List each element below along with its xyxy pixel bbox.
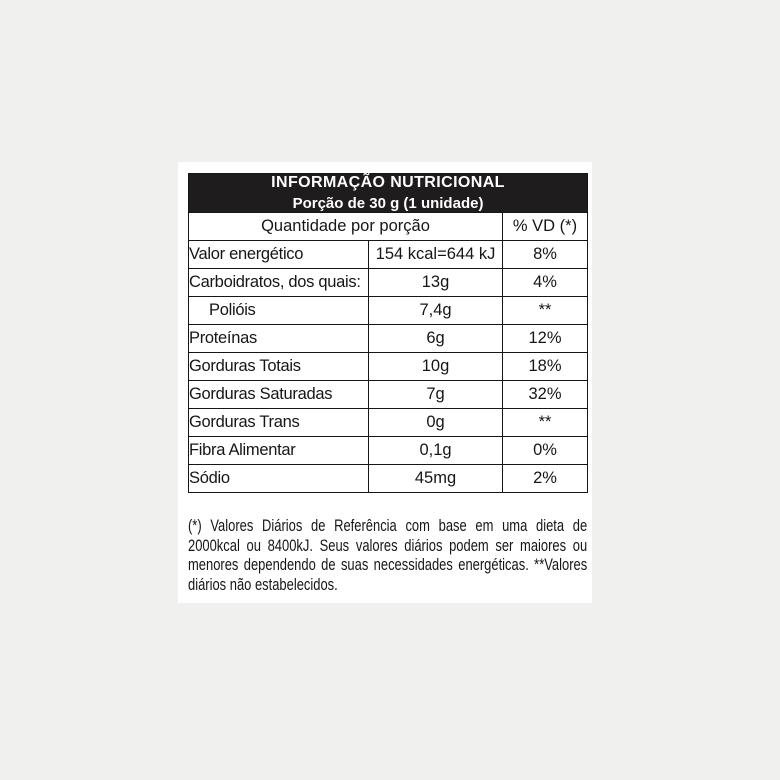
footnote-line: (*) Valores Diários de Referência com base em uma dieta de bbox=[188, 517, 588, 535]
nutrient-label: Valor energético bbox=[189, 241, 369, 269]
nutrient-dv: 0% bbox=[503, 437, 588, 465]
nutrient-label: Gorduras Trans bbox=[189, 409, 369, 437]
nutrition-label-panel bbox=[178, 162, 592, 603]
table-row bbox=[189, 409, 588, 437]
table-subtitle: Porção de 30 g (1 unidade) bbox=[292, 195, 484, 212]
nutrition-table bbox=[188, 173, 588, 493]
table-title: INFORMAÇÃO NUTRICIONAL bbox=[271, 174, 505, 191]
nutrient-dv: 12% bbox=[503, 325, 588, 353]
columns-header-row bbox=[189, 213, 588, 241]
table-row bbox=[189, 437, 588, 465]
nutrient-label: Gorduras Saturadas bbox=[189, 381, 369, 409]
nutrient-label: Proteínas bbox=[189, 325, 369, 353]
footnote-line: menores dependendo de suas necessidades energéticas. **Valores bbox=[188, 556, 588, 575]
table-header bbox=[189, 174, 588, 213]
nutrient-dv: 32% bbox=[503, 381, 588, 409]
table-row bbox=[189, 381, 588, 409]
nutrient-dv: 18% bbox=[503, 353, 588, 381]
nutrient-label: Sódio bbox=[189, 465, 369, 493]
nutrient-label: Gorduras Totais bbox=[189, 353, 369, 381]
nutrient-value: 13g bbox=[369, 269, 503, 297]
table-header-row bbox=[189, 174, 588, 213]
daily-value-header: % VD (*) bbox=[503, 213, 588, 241]
nutrient-value: 7g bbox=[369, 381, 503, 409]
footnote-line: 2000kcal ou 8400kJ. Seus valores diários podem ser maiores ou bbox=[188, 536, 588, 555]
nutrient-dv: 8% bbox=[503, 241, 588, 269]
nutrient-value: 154 kcal=644 kJ bbox=[369, 241, 503, 269]
nutrient-dv: 2% bbox=[503, 465, 588, 493]
nutrient-dv: ** bbox=[503, 409, 588, 437]
nutrient-label: Fibra Alimentar bbox=[189, 437, 369, 465]
table-row bbox=[189, 353, 588, 381]
nutrient-dv: 4% bbox=[503, 269, 588, 297]
quantity-per-serving-header: Quantidade por porção bbox=[189, 213, 503, 241]
footnote bbox=[188, 517, 587, 595]
table-row bbox=[189, 241, 588, 269]
nutrient-value: 0,1g bbox=[369, 437, 503, 465]
nutrient-dv: ** bbox=[503, 297, 588, 325]
nutrient-value: 0g bbox=[369, 409, 503, 437]
table-row bbox=[189, 269, 588, 297]
nutrient-value: 6g bbox=[369, 325, 503, 353]
table-row bbox=[189, 297, 588, 325]
nutrient-label: Polióis bbox=[189, 297, 369, 325]
nutrient-value: 7,4g bbox=[369, 297, 503, 325]
nutrient-label: Carboidratos, dos quais: bbox=[189, 269, 369, 297]
table-row bbox=[189, 325, 588, 353]
footnote-line: diários não estabelecidos. bbox=[188, 575, 338, 594]
footnote-text bbox=[188, 517, 587, 595]
nutrient-value: 45mg bbox=[369, 465, 503, 493]
table-row bbox=[189, 465, 588, 493]
nutrient-value: 10g bbox=[369, 353, 503, 381]
